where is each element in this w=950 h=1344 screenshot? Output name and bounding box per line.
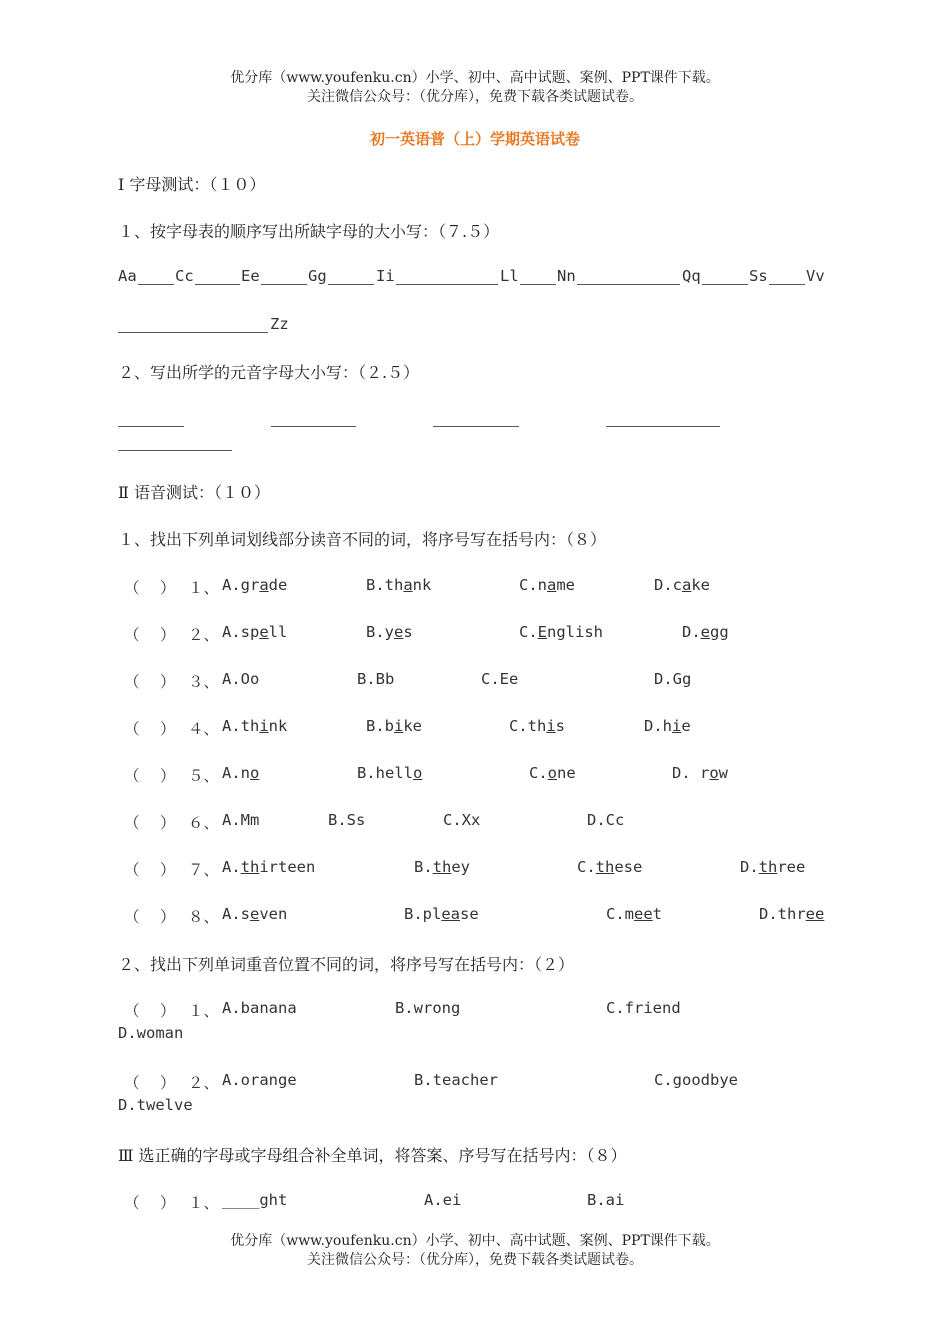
blank-line[interactable] (577, 284, 680, 285)
option-d: D.three (740, 858, 806, 876)
answer-paren-close[interactable]: ） (160, 1002, 176, 1020)
option-b: B.thank (366, 576, 432, 594)
answer-paren-close[interactable]: ） (160, 814, 176, 832)
blank-line[interactable] (396, 284, 498, 285)
section-2-heading: Ⅱ 语音测试：（１０） (118, 483, 270, 502)
option-c: C.one (529, 764, 576, 782)
option-c: C.meet (606, 905, 663, 923)
word-stem: ____ght (222, 1191, 288, 1209)
option-c: C.English (519, 623, 604, 641)
item-number: ２、 (188, 626, 220, 644)
blank-line[interactable] (195, 284, 240, 285)
blank-line[interactable] (118, 332, 268, 333)
answer-paren-open[interactable]: （ (124, 673, 140, 691)
option-b: B.bike (366, 717, 423, 735)
answer-paren-close[interactable]: ） (160, 908, 176, 926)
answer-paren-close[interactable]: ） (160, 1194, 176, 1212)
page-title: 初一英语普（上）学期英语试卷 (369, 130, 580, 148)
item-number: ４、 (188, 720, 220, 738)
answer-paren-close[interactable]: ） (160, 579, 176, 597)
answer-paren-open[interactable]: （ (124, 1194, 140, 1212)
answer-paren-close[interactable]: ） (160, 720, 176, 738)
option-c: C.Ee (481, 670, 519, 688)
letter-vv: Vv (806, 267, 825, 285)
blank-line[interactable] (261, 284, 307, 285)
answer-paren-open[interactable]: （ (124, 908, 140, 926)
vowel-blank[interactable] (118, 450, 232, 451)
vowel-blank[interactable] (433, 426, 519, 427)
section-1-question-1: １、按字母表的顺序写出所缺字母的大小写：（７.５） (118, 222, 500, 241)
option-d: D.Cc (587, 811, 625, 829)
option-d: D.three (759, 905, 825, 923)
option-a: A.grade (222, 576, 288, 594)
option-b: B.ai (587, 1191, 625, 1209)
option-d: D.woman (118, 1024, 184, 1042)
answer-paren-close[interactable]: ） (160, 673, 176, 691)
vowel-blank[interactable] (271, 426, 356, 427)
vowel-blank[interactable] (118, 426, 184, 427)
option-d: D. row (672, 764, 729, 782)
answer-paren-close[interactable]: ） (160, 861, 176, 879)
option-a: A.Oo (222, 670, 260, 688)
option-b: B.Bb (357, 670, 395, 688)
option-c: C.this (509, 717, 566, 735)
option-b: B.wrong (395, 999, 461, 1017)
section-2-question-1: １、找出下列单词划线部分读音不同的词，将序号写在括号内：（８） (118, 530, 607, 549)
blank-line[interactable] (138, 284, 174, 285)
section-1-question-2: ２、写出所学的元音字母大小写：（２.５） (118, 363, 420, 382)
option-d: D.twelve (118, 1096, 193, 1114)
item-number: １、 (188, 1002, 220, 1020)
section-2-question-2: ２、找出下列单词重音位置不同的词，将序号写在括号内：（２） (118, 955, 575, 974)
fill-blank[interactable]: ____ (222, 1191, 260, 1209)
item-number: ３、 (188, 673, 220, 691)
section-3-heading: Ⅲ 选正确的字母或字母组合补全单词，将答案、序号写在括号内：（８） (118, 1146, 627, 1165)
item-number: １、 (188, 1194, 220, 1212)
item-number: １、 (188, 579, 220, 597)
option-c: C.these (577, 858, 643, 876)
option-a: A.spell (222, 623, 288, 641)
option-c: C.goodbye (654, 1071, 738, 1089)
option-b: B.hello (357, 764, 423, 782)
letter-cc: Cc (175, 267, 194, 285)
letter-ll: Ll (500, 267, 519, 285)
letter-ii: Ii (376, 267, 395, 285)
option-b: B.Ss (328, 811, 366, 829)
option-d: D.Gg (654, 670, 692, 688)
answer-paren-open[interactable]: （ (124, 814, 140, 832)
header-line-1: 优分库（www.youfenku.cn）小学、初中、高中试题、案例、PPT课件下载。 (230, 70, 720, 86)
item-number: ５、 (188, 767, 220, 785)
item-number: ７、 (188, 861, 220, 879)
option-b: B.teacher (414, 1071, 498, 1089)
letter-gg: Gg (308, 267, 327, 285)
letter-aa: Aa (118, 267, 137, 285)
answer-paren-close[interactable]: ） (160, 1074, 176, 1092)
option-d: D.egg (682, 623, 729, 641)
option-a: A.ei (424, 1191, 462, 1209)
option-a: A.Mm (222, 811, 260, 829)
letter-ss: Ss (749, 267, 768, 285)
option-b: B.please (404, 905, 479, 923)
option-a: A.orange (222, 1071, 297, 1089)
item-number: ８、 (188, 908, 220, 926)
option-d: D.cake (654, 576, 711, 594)
answer-paren-open[interactable]: （ (124, 1074, 140, 1092)
answer-paren-close[interactable]: ） (160, 626, 176, 644)
footer-line-2: 关注微信公众号：（优分库），免费下载各类试题试卷。 (307, 1252, 643, 1268)
option-a: A.banana (222, 999, 297, 1017)
option-a: A.seven (222, 905, 288, 923)
blank-line[interactable] (702, 284, 748, 285)
option-c: C.friend (606, 999, 681, 1017)
answer-paren-open[interactable]: （ (124, 767, 140, 785)
footer-line-1: 优分库（www.youfenku.cn）小学、初中、高中试题、案例、PPT课件下载。 (230, 1233, 720, 1249)
answer-paren-close[interactable]: ） (160, 767, 176, 785)
item-number: ６、 (188, 814, 220, 832)
option-b: B.yes (366, 623, 413, 641)
option-c: C.Xx (443, 811, 481, 829)
answer-paren-open[interactable]: （ (124, 626, 140, 644)
option-a: A.no (222, 764, 260, 782)
blank-line[interactable] (769, 284, 805, 285)
letter-nn: Nn (557, 267, 576, 285)
vowel-blank[interactable] (606, 426, 720, 427)
letter-qq: Qq (682, 267, 701, 285)
section-1-heading: Ⅰ 字母测试：（１０） (118, 175, 266, 194)
blank-line[interactable] (520, 284, 556, 285)
blank-line[interactable] (328, 284, 374, 285)
option-a: A.think (222, 717, 288, 735)
item-number: ２、 (188, 1074, 220, 1092)
answer-paren-open[interactable]: （ (124, 1002, 140, 1020)
answer-paren-open[interactable]: （ (124, 720, 140, 738)
letter-zz: Zz (270, 315, 289, 333)
option-a: A.thirteen (222, 858, 316, 876)
option-b: B.they (414, 858, 471, 876)
option-c: C.name (519, 576, 576, 594)
answer-paren-open[interactable]: （ (124, 579, 140, 597)
header-line-2: 关注微信公众号：（优分库），免费下载各类试题试卷。 (307, 89, 643, 105)
answer-paren-open[interactable]: （ (124, 861, 140, 879)
option-d: D.hie (644, 717, 691, 735)
letter-ee: Ee (241, 267, 260, 285)
